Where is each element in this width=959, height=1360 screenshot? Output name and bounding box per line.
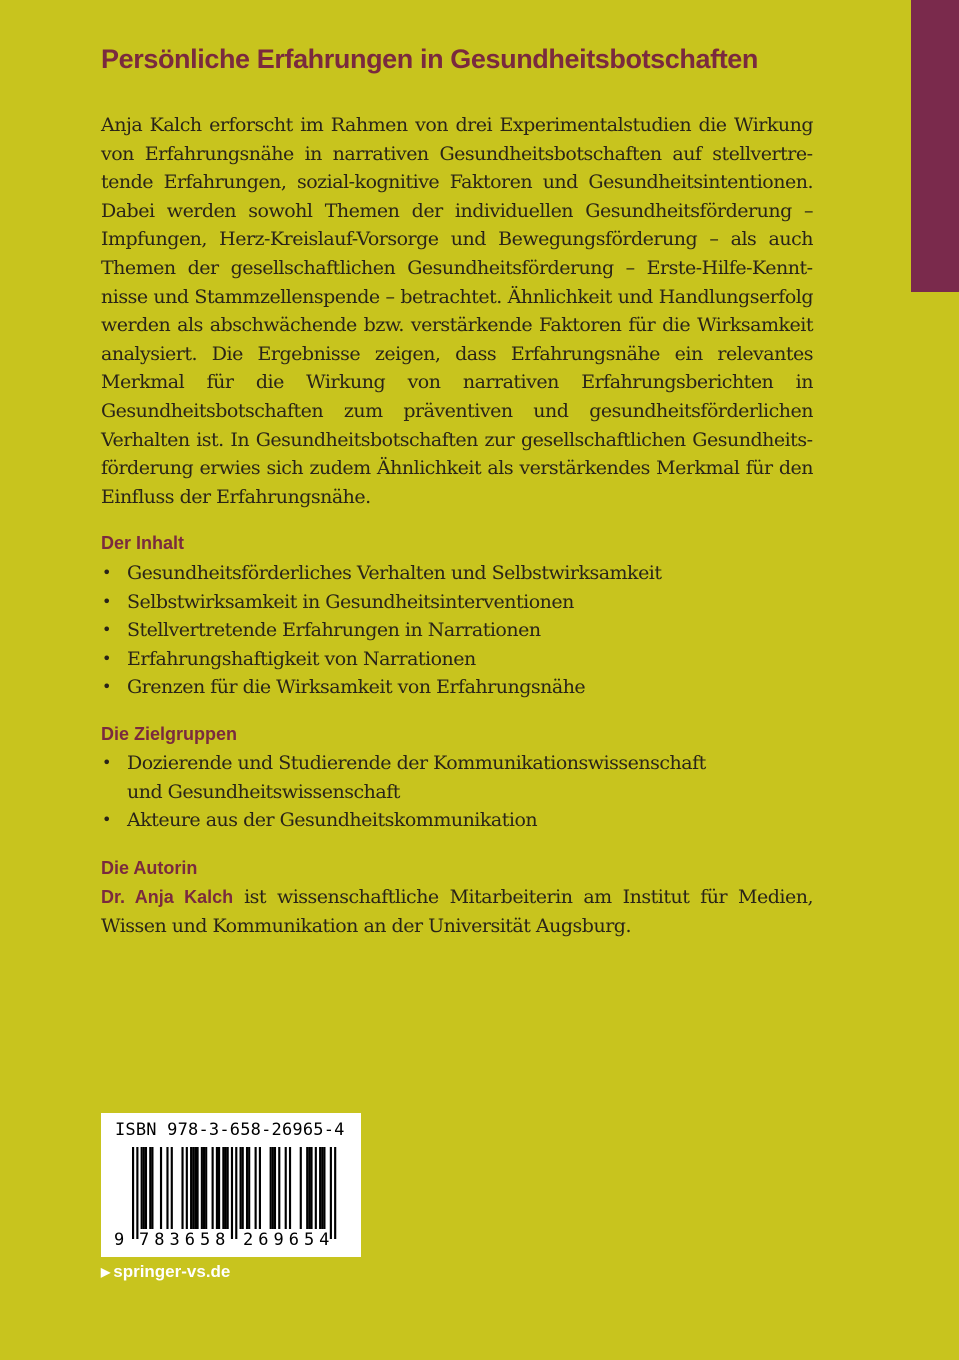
barcode-bar [242,1147,244,1229]
barcode-bar [278,1147,280,1229]
author-bio-text: ist wissenschaftliche Mitarbeiterin am Institut für Medien, Wissen und Kommunikation an der Universität Augsburg. [101,886,813,937]
list-item: • Selbstwirksamkeit in Gesundheitsinterventionen [101,588,813,617]
barcode-bar [272,1147,274,1229]
barcode-bar [143,1147,145,1229]
barcode-bar [132,1147,134,1239]
barcode-bar [255,1147,257,1229]
barcode-bar [136,1147,138,1239]
barcode-bar [218,1147,220,1229]
barcode-bar [323,1147,325,1229]
isbn-label: ISBN 978-3-658-26965-4 [115,1120,345,1140]
inhalt-list [101,559,813,702]
inhalt-heading: Der Inhalt [101,533,185,553]
barcode-bar [190,1147,192,1229]
barcode-bar [145,1147,147,1229]
barcode-bar [235,1147,237,1239]
barcode-bar [194,1147,196,1229]
abstract-paragraph: Anja Kalch erforscht im Rahmen von drei Experimentalstudien die Wirkung von Erfahrungsnähe in narrativen Gesundheitsbotschaften auf stellvertretende Erfahrungen, sozial-kognitive Faktoren und Gesundheitsintentionen. Dabei werden sowohl Themen der individuellen Gesundheitsförderung – Impfungen, Herz-Kreislauf-Vorsorge und Bewegungsförderung – als auch Themen der gesellschaftlichen Gesundheitsförderung – Erste-Hilfe-Kenntnisse und Stammzellenspende – betrachtet. Ähnlichkeit und Handlungserfolg werden als abschwächende bzw. verstärkende Faktoren für die Wirksamkeit analysiert. Die Ergebnisse zeigen, dass Erfahrungsnähe ein relevantes Merkmal für die Wirkung von narrativen Erfahrungsberichten in Gesundheitsbotschaften zum präventiven und gesundheitsförderlichen Verhalten ist. In Gesundheitsbotschaften zur gesellschaftlichen Gesundheitsförderung erwies sich zudem Ähnlichkeit als verstärkendes Merkmal für den Einfluss der Erfahrungsnähe. [101,114,813,508]
book-title: Persönliche Erfahrungen in Gesundheitsbotschaften [101,44,759,74]
zielgruppen-heading: Die Zielgruppen [101,724,238,744]
barcode-bar [334,1147,336,1239]
barcode-bar [160,1147,162,1229]
barcode-bar [315,1147,317,1229]
barcode-bar [240,1147,242,1229]
barcode-bar [201,1147,203,1229]
barcode-bar [224,1147,226,1229]
autorin-heading: Die Autorin [101,858,198,878]
barcode-bar [203,1147,205,1229]
barcode-bar [197,1147,199,1229]
publisher-url: springer-vs.de [113,1262,231,1281]
barcode-bar [227,1147,229,1229]
ean-digits [101,1230,361,1254]
author-bio [101,883,813,940]
list-item: • Grenzen für die Wirksamkeit von Erfahrungsnähe [101,673,813,702]
zielgruppen-list [101,749,813,835]
play-arrow-icon: ▶ [101,1265,111,1279]
barcode-bar [151,1147,153,1229]
barcode-bar [186,1147,188,1229]
barcode [101,1113,361,1257]
barcode-bar [212,1147,214,1229]
barcode-bar [285,1147,287,1229]
barcode-bar [246,1147,248,1229]
barcode-bar [166,1147,168,1229]
list-item: • Dozierende und Studierende der Kommunikationswissenschaft und Gesundheitswissenschaft [101,749,727,806]
barcode-bar [231,1147,233,1239]
barcode-bar [330,1147,332,1239]
barcode-bar [171,1147,173,1229]
barcode-bar [149,1147,151,1229]
barcode-bar [319,1147,321,1229]
barcode-bar [289,1147,291,1229]
barcode-bar [181,1147,183,1229]
barcode-bar [216,1147,218,1229]
list-item: • Akteure aus der Gesundheitskommunikation [101,806,813,835]
barcode-bar [306,1147,308,1229]
barcode-bar [310,1147,312,1229]
ean-right-group: 269654 [243,1230,335,1250]
side-color-tab [911,0,959,292]
list-item: • Erfahrungshaftigkeit von Narrationen [101,645,813,674]
list-item: • Stellvertretende Erfahrungen in Narrationen [101,616,813,645]
ean-left-group: 783658 [139,1230,231,1250]
list-item: • Gesundheitsförderliches Verhalten und Selbstwirksamkeit [101,559,813,588]
barcode-bar [222,1147,224,1229]
barcode-bar [141,1147,143,1229]
barcode-bar [300,1147,302,1229]
barcode-bar [192,1147,194,1229]
publisher-link[interactable] [101,1262,230,1282]
author-name: Dr. Anja Kalch [101,887,234,907]
barcode-bar [248,1147,250,1229]
barcode-bar [259,1147,261,1229]
barcode-bar [308,1147,310,1229]
barcode-bar [274,1147,276,1229]
barcode-bar [270,1147,272,1229]
barcode-bar [321,1147,323,1229]
barcode-bar [205,1147,207,1229]
ean-first-digit: 9 [114,1230,125,1250]
